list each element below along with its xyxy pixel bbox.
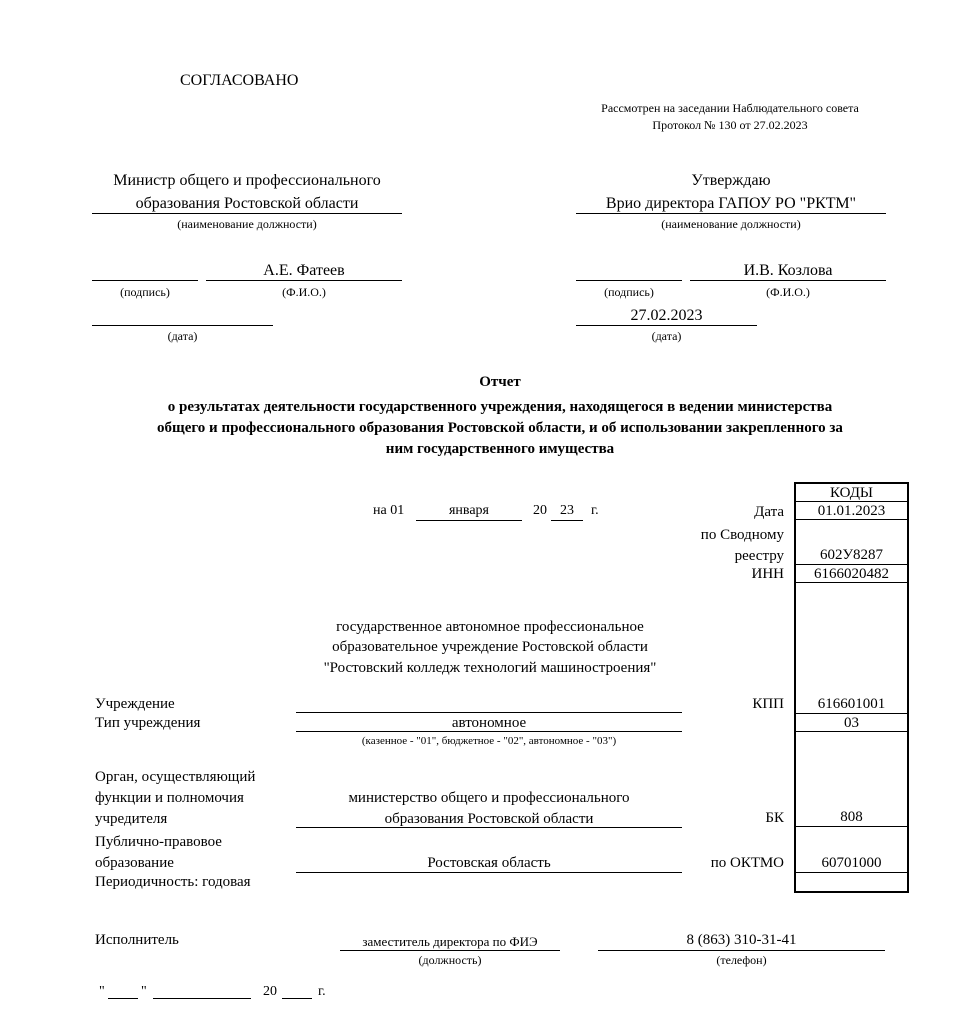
footer-year-line (282, 998, 312, 999)
codes-row-divider (796, 519, 907, 520)
right-position-underline (576, 213, 886, 214)
founder-label-line2: функции и полномочия (95, 790, 244, 806)
footer-quote-close: " (141, 984, 147, 999)
institution-line (296, 712, 682, 713)
period-century: 20 (533, 503, 547, 518)
codes-row-divider (796, 826, 907, 827)
right-signature-caption: (подпись) (604, 285, 654, 299)
period-year: 23 (560, 503, 574, 518)
report-subtitle-line1: о результатах деятельности государственного учреждения, находящегося в ведении министерства (167, 399, 833, 415)
code-label-bk: БК (765, 810, 784, 826)
public-entity-value: Ростовская область (427, 855, 551, 871)
executor-phone: 8 (863) 310-31-41 (686, 932, 797, 948)
council-protocol: Протокол № 130 от 27.02.2023 (652, 118, 808, 132)
right-date-line (576, 325, 757, 326)
left-signature-caption: (подпись) (120, 285, 170, 299)
footer-month-line (153, 998, 251, 999)
left-position-underline (92, 213, 402, 214)
code-value-registry: 602У8287 (819, 547, 884, 563)
executor-position-line (340, 950, 560, 951)
period-suffix: г. (591, 503, 599, 518)
code-value-bk: 808 (840, 809, 863, 825)
approve-heading: Утверждаю (691, 172, 771, 189)
executor-label: Исполнитель (95, 932, 179, 948)
council-note: Рассмотрен на заседании Наблюдательного совета (601, 101, 859, 115)
public-entity-label-line2: образование (95, 855, 174, 871)
codes-row-divider (796, 872, 907, 873)
codes-row-divider (796, 501, 907, 502)
left-position-line2: образования Ростовской области (135, 195, 359, 212)
footer-quote-open: " (99, 984, 105, 999)
code-label-inn: ИНН (751, 566, 784, 582)
code-label-registry-line1: по Сводному (700, 527, 784, 543)
left-position-line1: Министр общего и профессионального (113, 172, 381, 189)
report-title: Отчет (479, 374, 521, 390)
left-date-caption: (дата) (167, 329, 198, 343)
left-name-caption: (Ф.И.О.) (282, 285, 326, 299)
institution-name-line1: государственное автономное профессиональное (336, 619, 644, 635)
institution-name-line2: образовательное учреждение Ростовской области (332, 639, 648, 655)
right-signature-line (576, 280, 682, 281)
founder-label-line3: учредителя (95, 811, 168, 827)
code-label-oktmo: по ОКТМО (710, 855, 784, 871)
code-label-date: Дата (754, 504, 784, 520)
public-entity-label-line1: Публично-правовое (95, 834, 222, 850)
codes-row-divider (796, 713, 907, 714)
founder-label-line1: Орган, осуществляющий (95, 769, 256, 785)
institution-type-value: автономное (451, 715, 527, 731)
code-label-registry-line2: реестру (734, 548, 784, 564)
executor-position: заместитель директора по ФИЭ (362, 934, 538, 949)
founder-value-line1: министерство общего и профессионального (348, 790, 630, 806)
right-date: 27.02.2023 (630, 307, 703, 324)
report-subtitle-line3: ним государственного имущества (385, 441, 615, 457)
report-subtitle-line2: общего и профессионального образования Ростовской области, и об использовании закрепленного за (157, 420, 843, 436)
codes-row-divider (796, 582, 907, 583)
period-month: января (448, 503, 489, 518)
codes-row-divider (796, 564, 907, 565)
left-date-line (92, 325, 273, 326)
footer-day-line (108, 998, 138, 999)
periodicity: Периодичность: годовая (95, 874, 251, 890)
founder-line (296, 827, 682, 828)
right-name-line (690, 280, 886, 281)
right-position-caption: (наименование должности) (661, 217, 801, 231)
code-value-date: 01.01.2023 (817, 503, 886, 519)
right-position: Врио директора ГАПОУ РО "РКТМ" (605, 195, 857, 212)
founder-value-line2: образования Ростовской области (384, 811, 594, 827)
left-position-caption: (наименование должности) (177, 217, 317, 231)
right-name-caption: (Ф.И.О.) (766, 285, 810, 299)
code-value-oktmo: 60701000 (821, 855, 882, 871)
left-signature-line (92, 280, 198, 281)
executor-phone-line (598, 950, 885, 951)
period-prefix: на 01 (373, 503, 405, 518)
executor-position-caption: (должность) (418, 953, 482, 967)
footer-century: 20 (263, 984, 277, 999)
left-name: А.Е. Фатеев (263, 262, 345, 279)
institution-type-caption: (казенное - "01", бюджетное - "02", автономное - "03") (361, 735, 617, 747)
institution-name-line3: "Ростовский колледж технологий машиностроения" (323, 660, 657, 676)
code-value-type: 03 (844, 715, 859, 731)
public-entity-line (296, 872, 682, 873)
code-label-kpp: КПП (752, 696, 784, 712)
codes-row-divider (796, 731, 907, 732)
period-year-line (551, 520, 583, 521)
agreed-heading: СОГЛАСОВАНО (180, 72, 299, 89)
right-name: И.В. Козлова (743, 262, 833, 279)
period-month-line (416, 520, 522, 521)
institution-type-label: Тип учреждения (95, 715, 201, 731)
code-value-kpp: 616601001 (817, 696, 886, 712)
executor-phone-caption: (телефон) (716, 953, 767, 967)
institution-label: Учреждение (95, 696, 175, 712)
footer-suffix: г. (318, 984, 326, 999)
codes-header: КОДЫ (829, 485, 874, 501)
code-value-inn: 6166020482 (814, 566, 889, 582)
codes-table (794, 482, 909, 893)
left-name-line (206, 280, 402, 281)
right-date-caption: (дата) (651, 329, 682, 343)
institution-type-line (296, 731, 682, 732)
